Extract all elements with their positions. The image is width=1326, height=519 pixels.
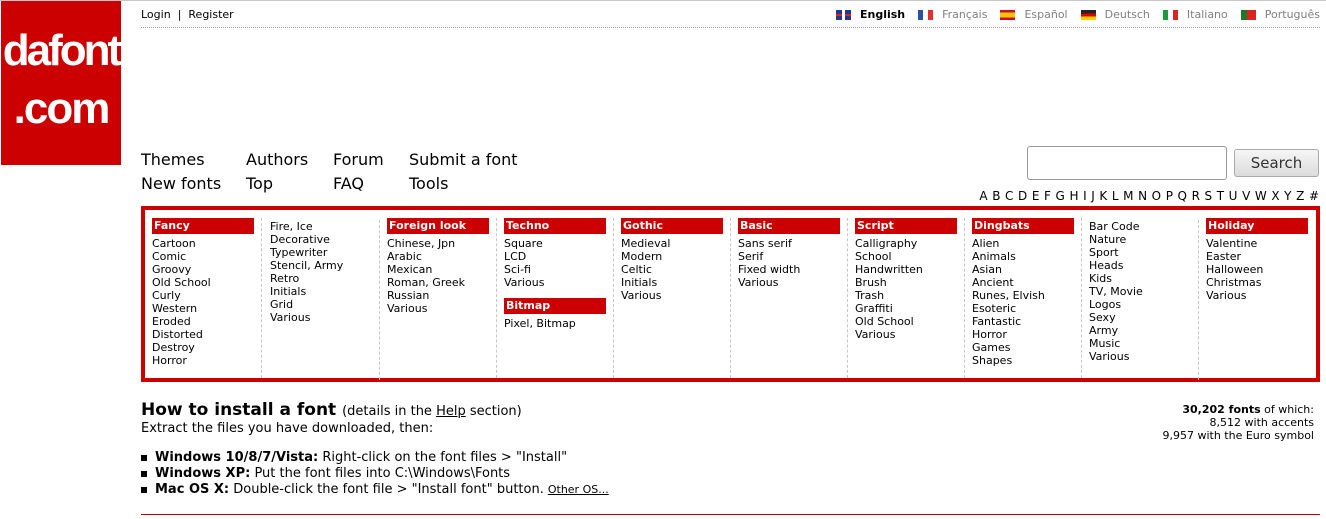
subcategory-link[interactable]: Logos bbox=[1089, 298, 1122, 311]
alpha-letter[interactable]: X bbox=[1271, 189, 1280, 203]
lang-label: Español bbox=[1024, 8, 1068, 21]
install-step-windows bbox=[141, 450, 609, 466]
portugal-flag-icon bbox=[1241, 10, 1256, 20]
subcategory-link[interactable]: Mexican bbox=[387, 263, 433, 276]
alpha-letter[interactable]: L bbox=[1111, 189, 1119, 203]
nav-top[interactable]: Top bbox=[246, 174, 273, 193]
subcategory-link[interactable]: Medieval bbox=[621, 237, 671, 250]
germany-flag-icon bbox=[1081, 10, 1096, 20]
subcategory-link[interactable]: Fantastic bbox=[972, 315, 1022, 328]
lang-german[interactable] bbox=[1081, 8, 1150, 21]
category-column-techno bbox=[497, 218, 614, 374]
category-column-foreign bbox=[380, 218, 497, 374]
stats-euro: 9,957 with the Euro symbol bbox=[1162, 429, 1314, 442]
subcategory-link[interactable]: Destroy bbox=[152, 341, 195, 354]
install-steps bbox=[141, 450, 609, 498]
subcategory-link[interactable]: Various bbox=[1206, 289, 1247, 302]
nav-column-3 bbox=[333, 148, 384, 196]
subcategory-link[interactable]: Sexy bbox=[1089, 311, 1116, 324]
subcategory-link[interactable]: Handwritten bbox=[855, 263, 923, 276]
category-column-basic bbox=[731, 218, 848, 374]
category-column-script bbox=[848, 218, 965, 374]
subcategory-link[interactable]: Games bbox=[972, 341, 1011, 354]
subcategory-link[interactable]: Christmas bbox=[1206, 276, 1262, 289]
alpha-letter[interactable]: R bbox=[1191, 189, 1200, 203]
lang-portuguese[interactable] bbox=[1241, 8, 1320, 21]
lang-french[interactable] bbox=[918, 8, 987, 21]
subcategory-link[interactable]: Serif bbox=[738, 250, 764, 263]
alpha-letter[interactable]: A bbox=[979, 189, 988, 203]
uk-flag-icon bbox=[836, 10, 851, 20]
spain-flag-icon bbox=[1000, 10, 1015, 20]
subcategory-link[interactable]: Alien bbox=[972, 237, 1000, 250]
subcategory-link[interactable]: Initials bbox=[270, 285, 307, 298]
alpha-letter[interactable]: B bbox=[992, 189, 1001, 203]
subcategory-link[interactable]: Sport bbox=[1089, 246, 1119, 259]
stats-of-which: of which: bbox=[1260, 403, 1314, 416]
bullet-icon bbox=[141, 471, 147, 477]
subcategory-link[interactable]: Nature bbox=[1089, 233, 1127, 246]
top-border bbox=[0, 0, 1326, 1]
install-heading bbox=[141, 400, 522, 420]
subcategory-link[interactable]: Calligraphy bbox=[855, 237, 918, 250]
subcategory-link[interactable]: School bbox=[855, 250, 892, 263]
alpha-letter[interactable]: H bbox=[1069, 189, 1079, 203]
step-os: Windows 10/8/7/Vista: bbox=[155, 450, 319, 465]
install-details bbox=[342, 404, 522, 419]
category-panel bbox=[141, 206, 1320, 382]
nav-themes[interactable]: Themes bbox=[141, 150, 205, 169]
lang-label: Deutsch bbox=[1104, 8, 1150, 21]
lang-spanish[interactable] bbox=[1000, 8, 1067, 21]
alpha-letter[interactable]: S bbox=[1204, 189, 1213, 203]
nav-new-fonts[interactable]: New fonts bbox=[141, 174, 222, 193]
category-column-gothic bbox=[614, 218, 731, 374]
stats-count: 30,202 fonts bbox=[1182, 403, 1261, 416]
step-os: Windows XP: bbox=[155, 466, 251, 481]
subcategory-link[interactable]: Roman, Greek bbox=[387, 276, 466, 289]
subcategory-link[interactable]: Easter bbox=[1206, 250, 1242, 263]
category-techno[interactable]: Techno bbox=[504, 218, 606, 234]
category-basic[interactable]: Basic bbox=[738, 218, 840, 234]
subcategory-link[interactable]: Stencil, Army bbox=[270, 259, 344, 272]
subcategory-link[interactable]: Valentine bbox=[1206, 237, 1258, 250]
category-column-dingbats bbox=[965, 218, 1082, 374]
subcategory-link[interactable]: Horror bbox=[972, 328, 1007, 341]
subcategory-link[interactable]: Army bbox=[1089, 324, 1119, 337]
step-text: Put the font files into C:\Windows\Fonts bbox=[250, 466, 511, 481]
lang-english[interactable] bbox=[836, 8, 905, 21]
subcategory-link[interactable]: Square bbox=[504, 237, 543, 250]
alpha-letter[interactable]: C bbox=[1005, 189, 1014, 203]
nav-column-1 bbox=[141, 148, 221, 196]
category-column-holiday bbox=[1199, 218, 1316, 374]
search-input[interactable] bbox=[1027, 146, 1227, 180]
alpha-letter[interactable]: J bbox=[1091, 189, 1095, 203]
alpha-letter[interactable]: P bbox=[1165, 189, 1173, 203]
nav-authors[interactable]: Authors bbox=[246, 150, 309, 169]
alpha-letter[interactable]: I bbox=[1083, 189, 1087, 203]
stats-accents: 8,512 with accents bbox=[1209, 416, 1314, 429]
subcategory-link[interactable]: Various bbox=[504, 276, 545, 289]
subcategory-link[interactable]: Various bbox=[855, 328, 896, 341]
subcategory-link[interactable]: Music bbox=[1089, 337, 1121, 350]
help-link[interactable]: Help bbox=[436, 404, 466, 419]
subcategory-link[interactable]: Russian bbox=[387, 289, 430, 302]
alpha-letter[interactable]: N bbox=[1138, 189, 1148, 203]
subcategory-link[interactable]: Old School bbox=[855, 315, 914, 328]
nav-column-2 bbox=[246, 148, 308, 196]
subcategory-link[interactable]: Animals bbox=[972, 250, 1016, 263]
subcategory-link[interactable]: Retro bbox=[270, 272, 300, 285]
alpha-letter[interactable]: Z bbox=[1296, 189, 1305, 203]
header-divider bbox=[141, 27, 1320, 28]
alphabet-index bbox=[975, 189, 1319, 203]
subcategory-link[interactable]: Grid bbox=[270, 298, 294, 311]
subcategory-link[interactable]: Various bbox=[621, 289, 662, 302]
step-text: Double-click the font file > "Install font" button. bbox=[229, 482, 544, 497]
subcategory-link[interactable]: Graffiti bbox=[855, 302, 893, 315]
category-column-dingbats-2 bbox=[1082, 220, 1199, 376]
search-button[interactable]: Search bbox=[1234, 149, 1319, 177]
category-script[interactable]: Script bbox=[855, 218, 957, 234]
category-column-fancy-2 bbox=[263, 220, 380, 376]
alpha-letter[interactable]: K bbox=[1099, 189, 1108, 203]
stats-total-line bbox=[1162, 403, 1314, 416]
alpha-letter[interactable]: Y bbox=[1284, 189, 1292, 203]
italy-flag-icon bbox=[1163, 10, 1178, 20]
subcategory-link[interactable]: Sans serif bbox=[738, 237, 792, 250]
subcategory-link[interactable]: Halloween bbox=[1206, 263, 1264, 276]
lang-label: Português bbox=[1264, 8, 1320, 21]
france-flag-icon bbox=[918, 10, 933, 20]
category-foreign-look[interactable]: Foreign look bbox=[387, 218, 489, 234]
subcategory-link[interactable]: Eroded bbox=[152, 315, 191, 328]
register-link[interactable]: Register bbox=[188, 8, 234, 21]
nav-column-4 bbox=[409, 148, 518, 196]
alpha-letter[interactable]: E bbox=[1031, 189, 1040, 203]
alpha-letter[interactable]: M bbox=[1123, 189, 1134, 203]
subcategory-link[interactable]: Kids bbox=[1089, 272, 1112, 285]
nav-tools[interactable]: Tools bbox=[409, 174, 449, 193]
footer-divider bbox=[141, 514, 1320, 515]
subcategory-link[interactable]: LCD bbox=[504, 250, 527, 263]
other-os-link[interactable]: Other OS... bbox=[547, 483, 609, 496]
logo-text-line1: dafont bbox=[2, 26, 120, 75]
subcategory-link[interactable]: Decorative bbox=[270, 233, 330, 246]
category-column-fancy bbox=[145, 218, 262, 374]
details-suffix: section) bbox=[465, 404, 522, 419]
subcategory-link[interactable]: Pixel, Bitmap bbox=[504, 317, 576, 330]
category-bitmap[interactable]: Bitmap bbox=[504, 298, 606, 314]
subcategory-link[interactable]: Sci-fi bbox=[504, 263, 531, 276]
step-text: Right-click on the font files > "Install" bbox=[318, 450, 568, 465]
install-title: How to install a font bbox=[141, 400, 337, 420]
alpha-letter[interactable]: # bbox=[1308, 189, 1319, 203]
subcategory-link[interactable]: Shapes bbox=[972, 354, 1013, 367]
alpha-letter[interactable]: W bbox=[1254, 189, 1267, 203]
subcategory-link[interactable]: Asian bbox=[972, 263, 1003, 276]
lang-label: Italiano bbox=[1186, 8, 1228, 21]
alpha-letter[interactable]: F bbox=[1044, 189, 1051, 203]
subcategory-link[interactable]: Typewriter bbox=[270, 246, 328, 259]
subcategory-link[interactable]: Esoteric bbox=[972, 302, 1017, 315]
subcategory-link[interactable]: Horror bbox=[152, 354, 187, 367]
alpha-letter[interactable]: T bbox=[1216, 189, 1225, 203]
install-step-macos bbox=[141, 482, 609, 498]
subcategory-link[interactable]: Runes, Elvish bbox=[972, 289, 1045, 302]
subcategory-link[interactable]: Various bbox=[387, 302, 428, 315]
dafont-logo[interactable] bbox=[1, 1, 121, 165]
lang-label: Français bbox=[942, 8, 988, 21]
step-os: Mac OS X: bbox=[155, 482, 230, 497]
category-holiday[interactable]: Holiday bbox=[1206, 218, 1308, 234]
category-gothic[interactable]: Gothic bbox=[621, 218, 723, 234]
login-link[interactable]: Login bbox=[141, 8, 171, 21]
subcategory-link[interactable]: Brush bbox=[855, 276, 887, 289]
nav-faq[interactable]: FAQ bbox=[333, 174, 364, 193]
subcategory-link[interactable]: Distorted bbox=[152, 328, 203, 341]
auth-separator: | bbox=[177, 8, 182, 21]
alpha-letter[interactable]: G bbox=[1055, 189, 1065, 203]
subcategory-link[interactable]: Arabic bbox=[387, 250, 422, 263]
extract-instruction: Extract the files you have downloaded, then: bbox=[141, 421, 434, 436]
subcategory-link[interactable]: Initials bbox=[621, 276, 658, 289]
subcategory-link[interactable]: Bar Code bbox=[1089, 220, 1140, 233]
subcategory-link[interactable]: Curly bbox=[152, 289, 181, 302]
subcategory-link[interactable]: Various bbox=[1089, 350, 1130, 363]
alpha-letter[interactable]: V bbox=[1242, 189, 1251, 203]
alpha-letter[interactable]: U bbox=[1228, 189, 1238, 203]
install-step-winxp bbox=[141, 466, 609, 482]
alpha-letter[interactable]: O bbox=[1151, 189, 1162, 203]
logo-text-line2: .com bbox=[13, 84, 109, 133]
subcategory-link[interactable]: Various bbox=[738, 276, 779, 289]
language-selector bbox=[823, 8, 1320, 21]
subcategory-link[interactable]: TV, Movie bbox=[1089, 285, 1143, 298]
subcategory-link[interactable]: Various bbox=[270, 311, 311, 324]
nav-forum[interactable]: Forum bbox=[333, 150, 384, 169]
subcategory-link[interactable]: Cartoon bbox=[152, 237, 196, 250]
subcategory-link[interactable]: Western bbox=[152, 302, 198, 315]
category-fancy[interactable]: Fancy bbox=[152, 218, 254, 234]
font-stats bbox=[1162, 403, 1314, 442]
bullet-icon bbox=[141, 487, 147, 493]
alpha-letter[interactable]: D bbox=[1018, 189, 1028, 203]
subcategory-link[interactable]: Trash bbox=[855, 289, 885, 302]
category-dingbats[interactable]: Dingbats bbox=[972, 218, 1074, 234]
auth-links bbox=[141, 8, 234, 21]
bullet-icon bbox=[141, 455, 147, 461]
subcategory-link[interactable]: Modern bbox=[621, 250, 663, 263]
lang-label: English bbox=[859, 8, 906, 21]
subcategory-link[interactable]: Comic bbox=[152, 250, 187, 263]
subcategory-link[interactable]: Chinese, Jpn bbox=[387, 237, 456, 250]
nav-submit-font[interactable]: Submit a font bbox=[409, 150, 518, 169]
details-prefix: (details in the bbox=[342, 404, 437, 419]
subcategory-link[interactable]: Fixed width bbox=[738, 263, 801, 276]
alpha-letter[interactable]: Q bbox=[1177, 189, 1187, 203]
subcategory-link[interactable]: Ancient bbox=[972, 276, 1014, 289]
subcategory-link[interactable]: Fire, Ice bbox=[270, 220, 313, 233]
subcategory-link[interactable]: Old School bbox=[152, 276, 211, 289]
subcategory-link[interactable]: Celtic bbox=[621, 263, 652, 276]
lang-italian[interactable] bbox=[1163, 8, 1228, 21]
subcategory-link[interactable]: Heads bbox=[1089, 259, 1124, 272]
subcategory-link[interactable]: Groovy bbox=[152, 263, 192, 276]
